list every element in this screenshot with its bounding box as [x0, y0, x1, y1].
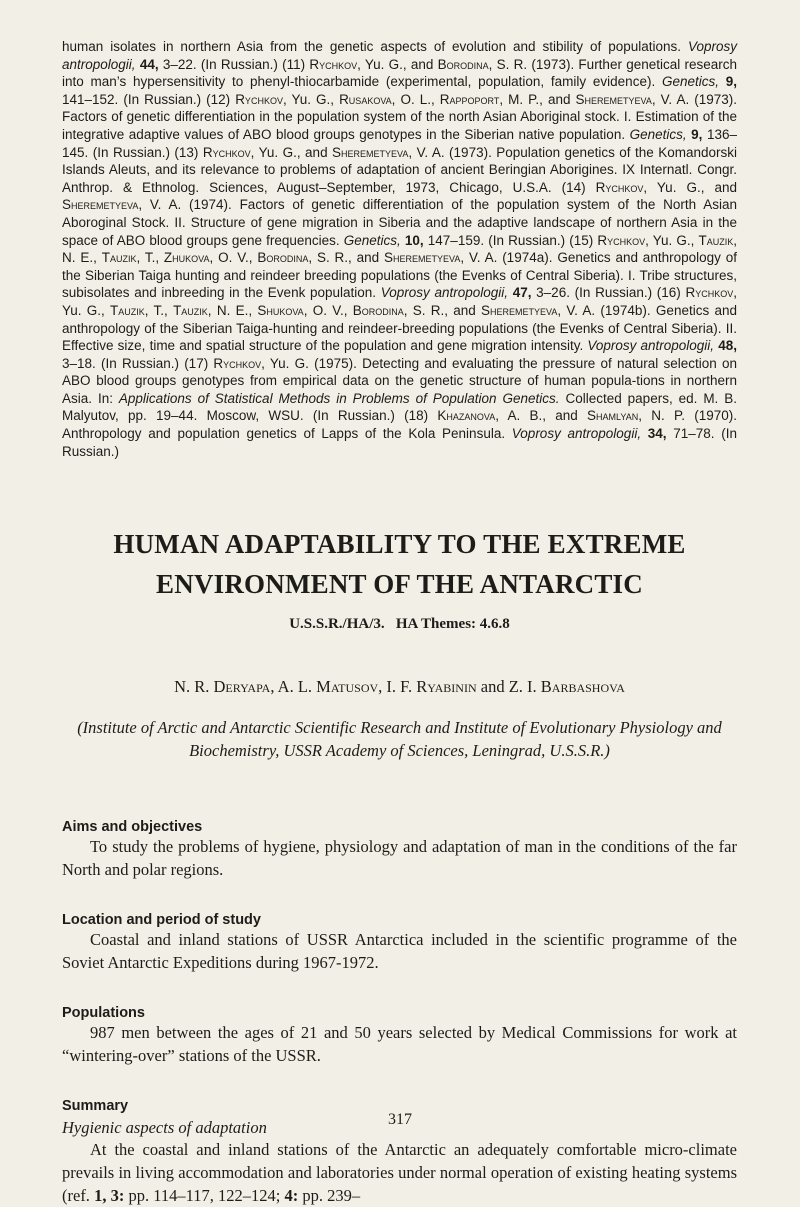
institution-affiliation: (Institute of Arctic and Antarctic Scientific Research and Institute of Evolutionary Physiology and Biochemistry, USSR Academy of Sciences, Leningrad, U.S.S.R.) [77, 718, 722, 761]
section-aims [62, 819, 737, 881]
section-populations [62, 1005, 737, 1067]
page-number: 317 [388, 1111, 412, 1128]
section-location [62, 912, 737, 974]
reference-list: human isolates in northern Asia from the genetic aspects of evolution and stibility of populations. Voprosy antropologii, 44, 3–22. (In Russian.) (11) Rychkov, Yu. G., and Borodina, S. R. (1973). Further genetical research into man’s hypersensitivity to phenyl-thiocarbamide (experimental, population, family evidence). Genetics, 9, 141–152. (In Russian.) (12) Rychkov, Yu. G., Rusakova, O. L., Rappoport, M. P., and Sheremetyeva, V. A. (1973). Factors of genetic differentiation in the population system of the north Asian Aboriginal stock. I. Estimation of the integrative adaptive values of ABO blood groups genotypes in the Siberian native population. Genetics, 9, 136–145. (In Russian.) (13) Rychkov, Yu. G., and Sheremetyeva, V. A. (1973). Population genetics of the Komandorski Islands Aleuts, and its relevance to problems of adaptation of ancient Beringian Aborigines. IX Internatl. Congr. Anthrop. & Ethnolog. Sciences, August–September, 1973, Chicago, U.S.A. (14) Rychkov, Yu. G., and Sheremetyeva, V. A. (1974). Factors of genetic differentiation of the population system of the North Asian Aboroginal Stock. II. Structure of gene migration in Siberia and the adaptive landscape of northern Asia in the space of ABO blood groups gene frequencies. Genetics, 10, 147–159. (In Russian.) (15) Rychkov, Yu. G., Tauzik, N. E., Tauzik, T., Zhukova, O. V., Borodina, S. R., and Sheremetyeva, V. A. (1974a). Genetics and anthropology of the Siberian Taiga hunting and reindeer breeding populations (the Evenks of Central Siberia). I. Tribe structures, subisolates and inbreeding in the Evenk population. Voprosy antropologii, 47, 3–26. (In Russian.) (16) Rychkov, Yu. G., Tauzik, T., Tauzik, N. E., Shukova, O. V., Borodina, S. R., and Sheremetyeva, V. A. (1974b). Genetics and anthropology of the Siberian Taiga-hunting and reindeer-breeding populations (the Evenks of Central Siberia). II. Effective size, time and spatial structure of the population and gene migration intensity. Voprosy antropologii, 48, 3–18. (In Russian.) (17) Rychkov, Yu. G. (1975). Detecting and evaluating the pressure of natural selection on ABO blood groups genotypes from empirical data on the genetic structure of human popula-tions in northern Asia. In: Applications of Statistical Methods in Problems of Population Genetics. Collected papers, ed. M. B. Malyutov, pp. 19–44. Moscow, WSU. (In Russian.) (18) Khazanova, A. B., and Shamlyan, N. P. (1970). Anthropology and population genetics of Lapps of the Kola Peninsula. Voprosy antropologii, 34, 71–78. (In Russian.) [62, 39, 738, 459]
section-subheading: Hygienic aspects of adaptation [62, 1118, 267, 1138]
section-heading: Aims and objectives [62, 819, 203, 836]
page-content [62, 38, 737, 1207]
author-list: N. R. Deryapa, A. L. Matusov, I. F. Ryabinin and Z. I. Barbashova [174, 677, 625, 697]
section-heading: Location and period of study [62, 912, 261, 929]
section-text: 987 men between the ages of 21 and 50 years selected by Medical Commissions for work at “wintering-over” stations of the USSR. [62, 1023, 737, 1066]
article-title-line-2: ENVIRONMENT OF THE ANTARCTIC [156, 569, 643, 600]
section-heading: Populations [62, 1005, 145, 1022]
section-heading: Summary [62, 1098, 129, 1115]
article-title-line-1: HUMAN ADAPTABILITY TO THE EXTREME [113, 529, 686, 560]
project-code: U.S.S.R./HA/3. HA Themes: 4.6.8 [289, 616, 510, 633]
article-title [62, 524, 737, 604]
section-text: At the coastal and inland stations of the Antarctic an adequately comfortable micro-climate prevails in living accommodation and laboratories under normal operation of existing heating systems (ref. 1, 3: pp. 114–117, 122–124; 4: pp. 239– [62, 1140, 737, 1206]
section-text: To study the problems of hygiene, physiology and adaptation of man in the conditions of the far North and polar regions. [62, 837, 737, 880]
section-text: Coastal and inland stations of USSR Antarctica included in the scientific programme of the Soviet Antarctic Expeditions during 1967-1972. [62, 930, 737, 973]
